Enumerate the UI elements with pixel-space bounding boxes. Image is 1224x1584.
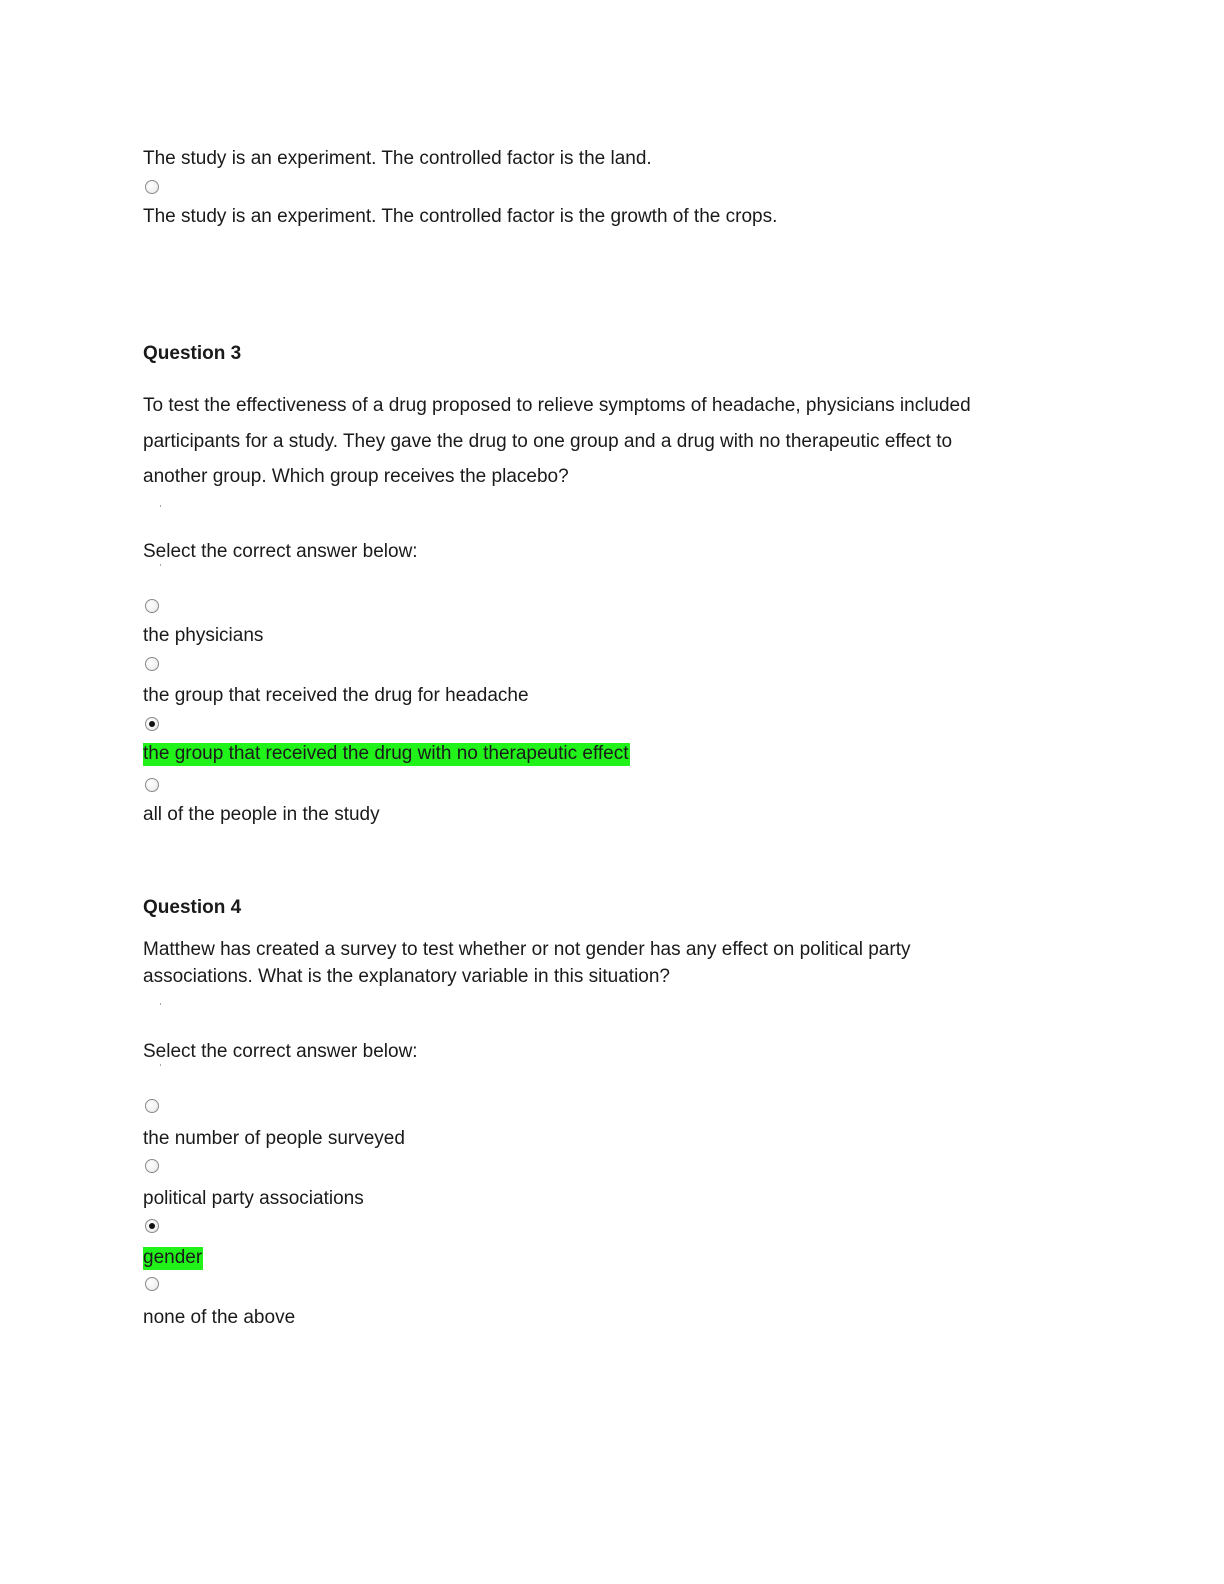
q3-option-radio[interactable]	[145, 599, 159, 613]
answer-highlight: the group that received the drug with no therapeutic effect	[143, 743, 629, 764]
question-title: Question 3	[143, 343, 242, 364]
q3-option-label: all of the people in the study	[143, 804, 380, 825]
q3-option-label: the physicians	[143, 625, 264, 646]
decorative-tick	[160, 564, 161, 566]
q4-option-radio[interactable]	[145, 1159, 159, 1173]
q2-option-text: The study is an experiment. The controlled factor is the land.	[143, 148, 652, 169]
q2-option-radio[interactable]	[145, 180, 159, 194]
q4-option-label-selected	[143, 1246, 203, 1270]
q2-option-text: The study is an experiment. The controlled factor is the growth of the crops.	[143, 206, 778, 227]
q3-option-radio[interactable]	[145, 778, 159, 792]
question-body-line: To test the effectiveness of a drug proposed to relieve symptoms of headache, physicians included	[143, 395, 971, 416]
q3-option-label-selected	[143, 742, 630, 766]
q4-option-label: political party associations	[143, 1188, 364, 1209]
q3-option-label: the group that received the drug for headache	[143, 685, 529, 706]
q3-option-radio[interactable]	[145, 657, 159, 671]
decorative-tick	[160, 505, 161, 507]
question-title: Question 4	[143, 897, 242, 918]
q4-option-radio-selected[interactable]	[145, 1219, 159, 1233]
answer-prompt: Select the correct answer below:	[143, 541, 418, 562]
decorative-tick	[160, 1064, 161, 1066]
q4-option-label: the number of people surveyed	[143, 1128, 405, 1149]
answer-highlight: gender	[143, 1247, 203, 1268]
question-body-line: associations. What is the explanatory variable in this situation?	[143, 966, 670, 987]
question-body-line: Matthew has created a survey to test whether or not gender has any effect on political party	[143, 939, 911, 960]
decorative-tick	[160, 1003, 161, 1005]
question-body-line: participants for a study. They gave the drug to one group and a drug with no therapeutic effect to	[143, 431, 953, 452]
question-body-line: another group. Which group receives the placebo?	[143, 466, 569, 487]
quiz-page	[143, 0, 1043, 1584]
answer-prompt: Select the correct answer below:	[143, 1041, 418, 1062]
q4-option-radio[interactable]	[145, 1099, 159, 1113]
q4-option-label: none of the above	[143, 1307, 296, 1328]
q4-option-radio[interactable]	[145, 1277, 159, 1291]
q3-option-radio-selected[interactable]	[145, 717, 159, 731]
